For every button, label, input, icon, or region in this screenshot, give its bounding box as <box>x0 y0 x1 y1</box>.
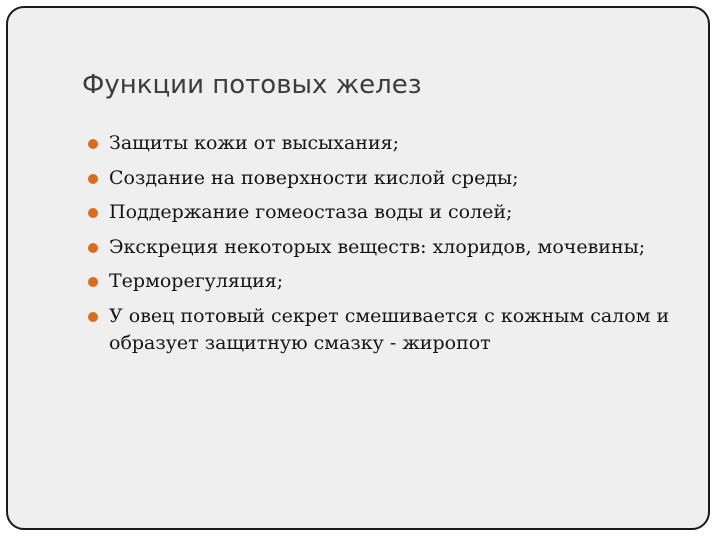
list-item-text: Защиты кожи от высыхания; <box>109 132 399 154</box>
bullet-dot-icon <box>88 312 98 322</box>
list-item <box>88 165 678 192</box>
list-item <box>88 268 678 295</box>
bullet-list <box>88 130 678 364</box>
bullet-dot-icon <box>88 174 98 184</box>
slide-title: Функции потовых желез <box>82 70 422 100</box>
list-item-text: Экскреция некоторых веществ: хлоридов, мочевины; <box>109 235 646 258</box>
bullet-dot-icon <box>88 277 98 287</box>
list-item <box>88 234 678 261</box>
list-item <box>88 303 678 357</box>
list-item-text: У овец потовый секрет смешивается с кожным салом и образует защитную смазку - жиропот <box>109 304 670 354</box>
bullet-dot-icon <box>88 139 98 149</box>
list-item-text: Поддержание гомеостаза воды и солей; <box>109 201 513 223</box>
bullet-dot-icon <box>88 208 98 218</box>
bullet-dot-icon <box>88 243 98 253</box>
list-item-text: Создание на поверхности кислой среды; <box>109 166 519 189</box>
list-item <box>88 199 678 226</box>
list-item-text: Терморегуляция; <box>109 270 284 292</box>
slide-frame <box>6 6 710 530</box>
list-item <box>88 130 678 157</box>
